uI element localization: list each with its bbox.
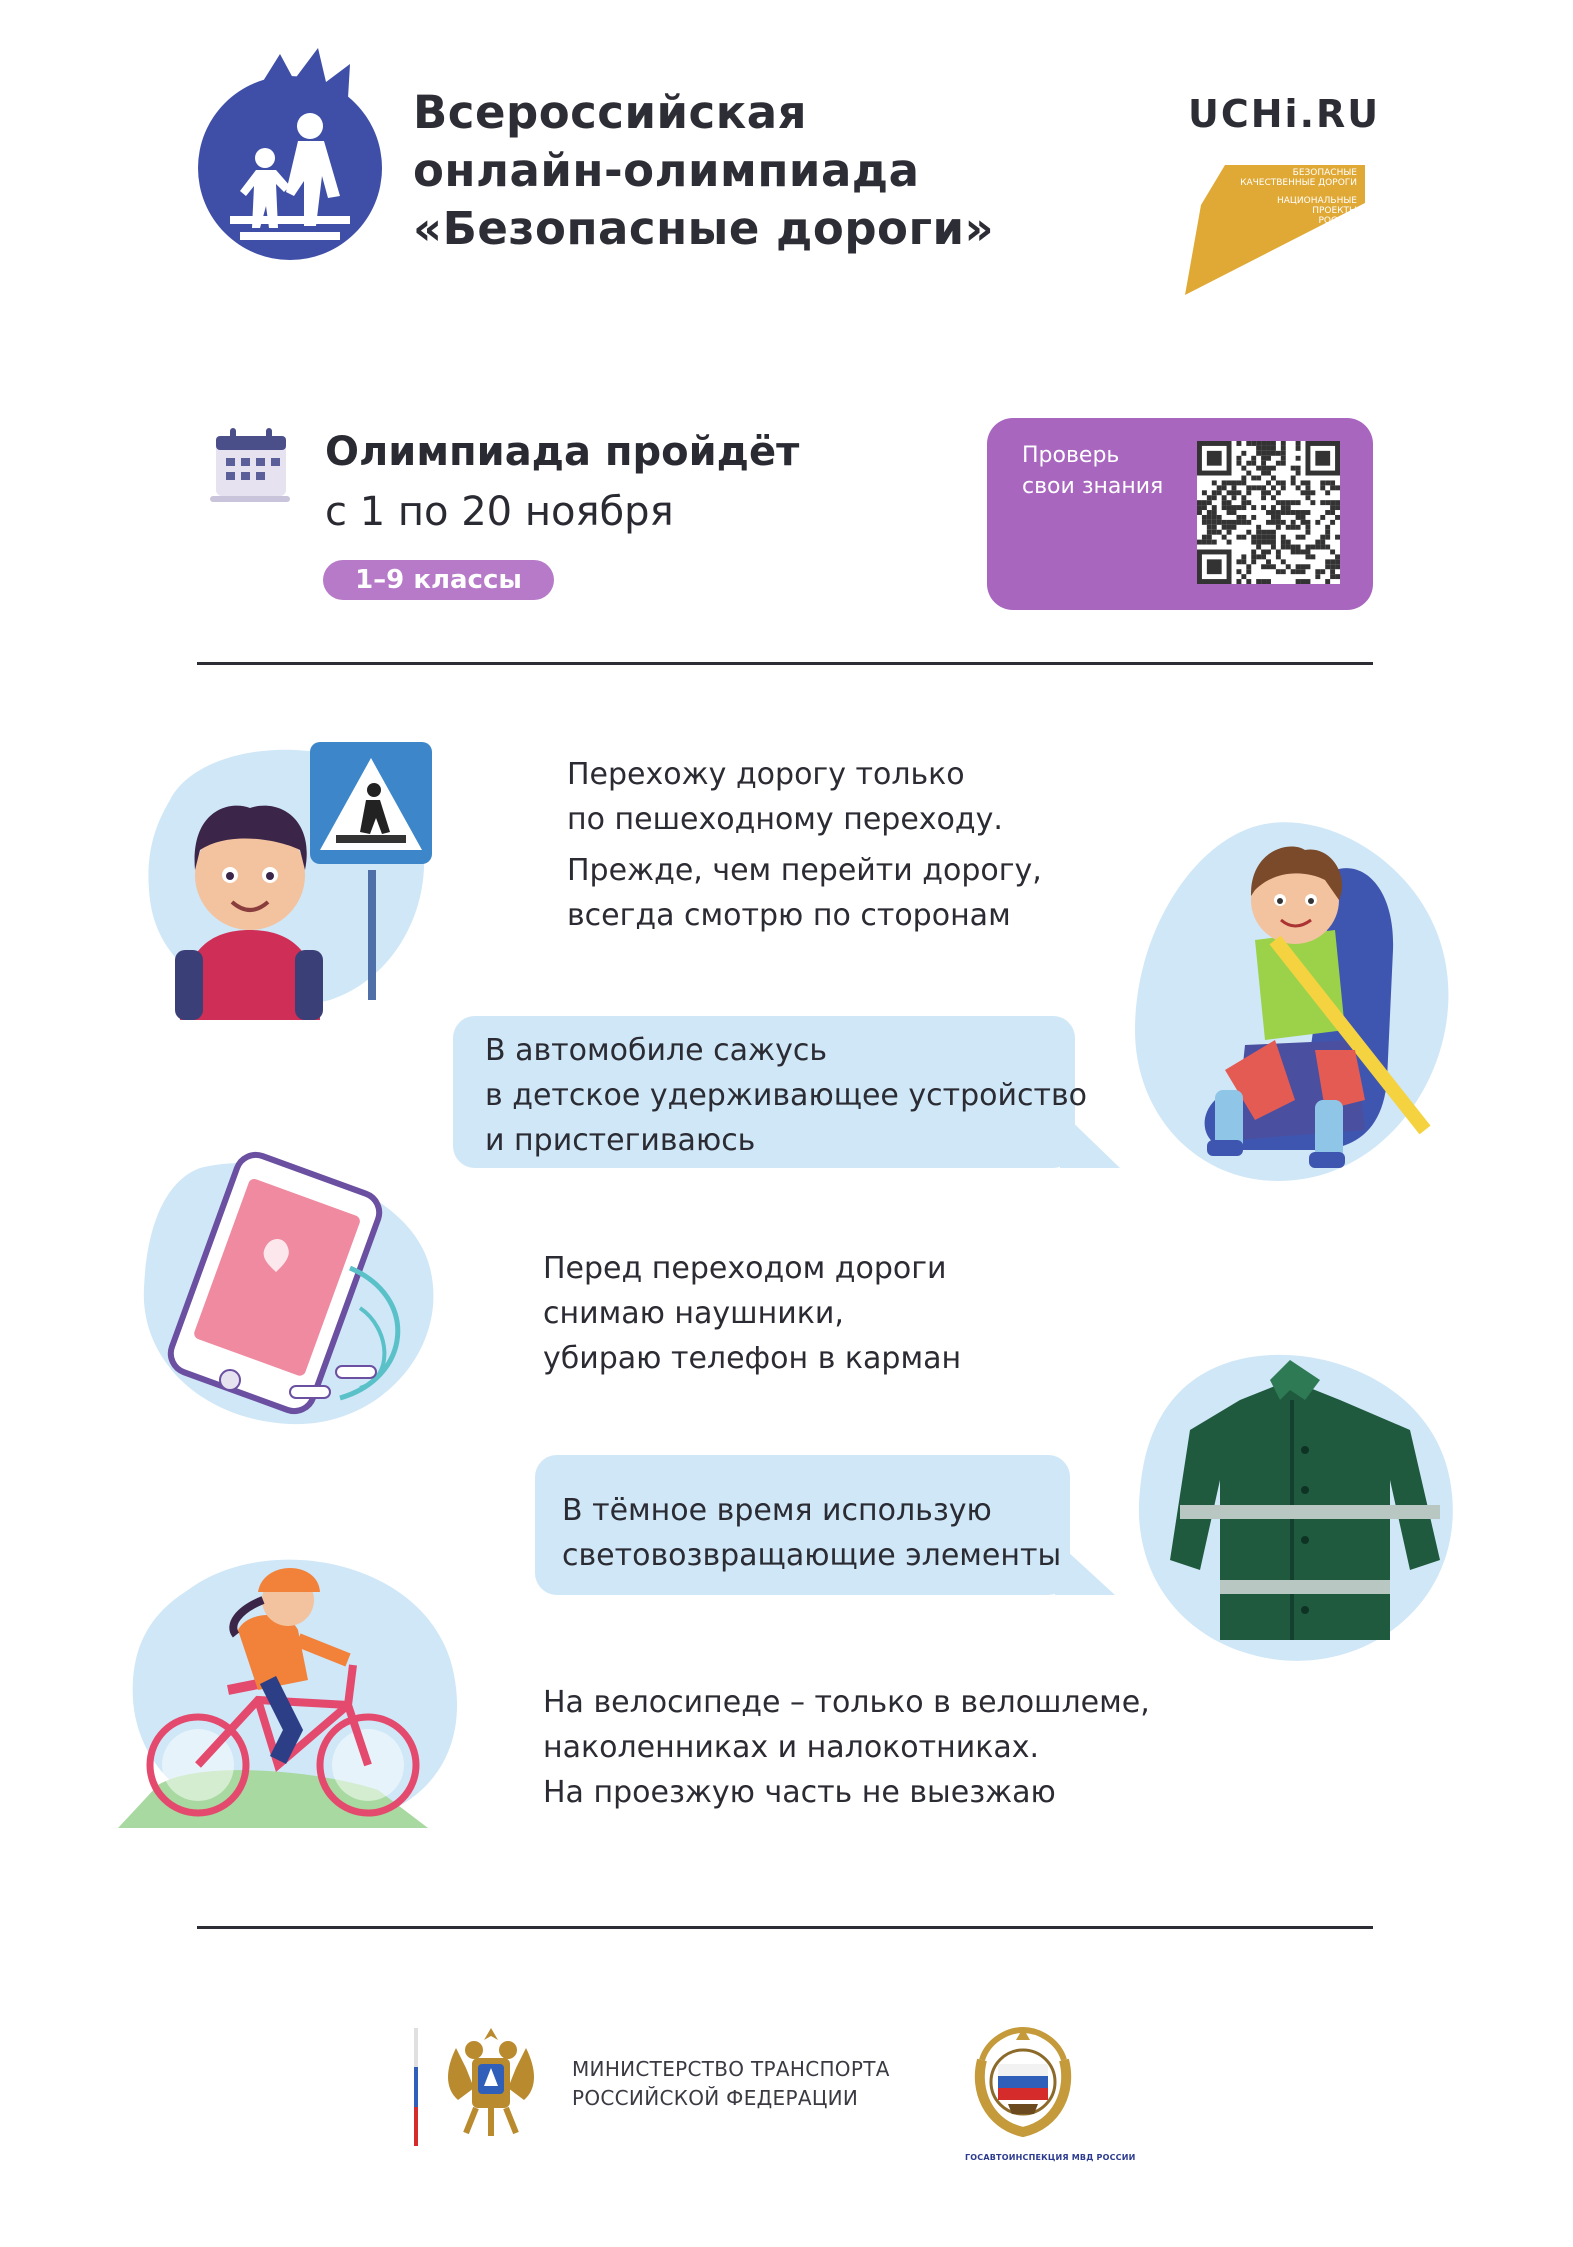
national-project-logo [1185, 165, 1365, 295]
girl-bicycle-illustration [118, 1530, 468, 1830]
olympiad-logo [190, 46, 390, 266]
phone-headphones-illustration [140, 1148, 450, 1428]
rule-reflective-line-2: световозвращающие элементы [562, 1538, 1062, 1573]
uchi-ru-logo: UCHi.RU [1188, 92, 1381, 136]
rule-headphones-line-3: убираю телефон в карман [543, 1341, 962, 1376]
double-headed-eagle-emblem [436, 2018, 546, 2140]
qr-label [1022, 440, 1163, 502]
national-project-line-2: КАЧЕСТВЕННЫЕ ДОРОГИ [1240, 178, 1357, 188]
rule-car-seat [485, 1028, 1087, 1163]
rule-headphones-line-2: снимаю наушники, [543, 1296, 844, 1331]
rule-look-around-line-2: всегда смотрю по сторонам [567, 898, 1011, 933]
rule-headphones-line-1: Перед переходом дороги [543, 1251, 947, 1286]
title-line-2: онлайн-олимпиада [413, 144, 920, 197]
national-project-line-3: НАЦИОНАЛЬНЫЕ [1277, 196, 1357, 206]
rule-crosswalk-line-1: Перехожу дорогу только [567, 757, 965, 792]
bubble-tail [1055, 1540, 1115, 1595]
grades-badge: 1–9 классы [323, 560, 554, 600]
olympiad-dates [325, 422, 799, 542]
rule-crosswalk-line-2: по пешеходному переходу. [567, 802, 1003, 837]
ministry-line-2: РОССИЙСКОЙ ФЕДЕРАЦИИ [572, 2086, 859, 2110]
russian-flag-stripe [414, 2028, 418, 2146]
divider-top [197, 662, 1373, 665]
rule-car-seat-line-2: в детское удерживающее устройство [485, 1078, 1088, 1113]
gibdd-caption: ГОСАВТОИНСПЕКЦИЯ МВД РОССИИ [965, 2153, 1136, 2162]
qr-label-line-1: Проверь [1022, 443, 1120, 468]
rule-bicycle-line-1: На велосипеде – только в велошлеме, [543, 1685, 1150, 1720]
ministry-line-1: МИНИСТЕРСТВО ТРАНСПОРТА [572, 2057, 890, 2081]
ministry-name [572, 2055, 890, 2113]
rule-reflective [562, 1488, 1061, 1578]
boy-crosswalk-illustration [140, 720, 450, 1020]
page-title [413, 84, 994, 258]
national-project-line-1: БЕЗОПАСНЫЕ [1292, 168, 1357, 178]
olympiad-date-range: с 1 по 20 ноября [325, 489, 674, 535]
rule-headphones [543, 1246, 961, 1381]
national-project-line-5: РОССИИ [1318, 216, 1357, 226]
rule-crosswalk [567, 752, 1003, 842]
qr-label-line-2: свои знания [1022, 474, 1164, 499]
rule-look-around [567, 848, 1042, 938]
rule-bicycle-line-3: На проезжую часть не выезжаю [543, 1775, 1056, 1810]
rule-bicycle-line-2: наколенниках и налокотниках. [543, 1730, 1040, 1765]
rule-car-seat-line-1: В автомобиле сажусь [485, 1033, 827, 1068]
rule-bicycle [543, 1680, 1150, 1815]
divider-bottom [197, 1926, 1373, 1929]
car-seat-illustration [1125, 800, 1460, 1190]
title-line-3: «Безопасные дороги» [413, 202, 995, 255]
rule-car-seat-line-3: и пристегиваюсь [485, 1123, 756, 1158]
reflective-jacket-illustration [1130, 1340, 1460, 1670]
rule-look-around-line-1: Прежде, чем перейти дорогу, [567, 853, 1042, 888]
gibdd-emblem [968, 2020, 1078, 2138]
national-project-line-4: ПРОЕКТЫ [1312, 206, 1357, 216]
qr-code-icon[interactable] [1197, 441, 1340, 584]
calendar-icon [210, 422, 296, 508]
rule-reflective-line-1: В тёмное время использую [562, 1493, 992, 1528]
title-line-1: Всероссийская [413, 86, 808, 139]
olympiad-heading: Олимпиада пройдёт [325, 429, 800, 475]
